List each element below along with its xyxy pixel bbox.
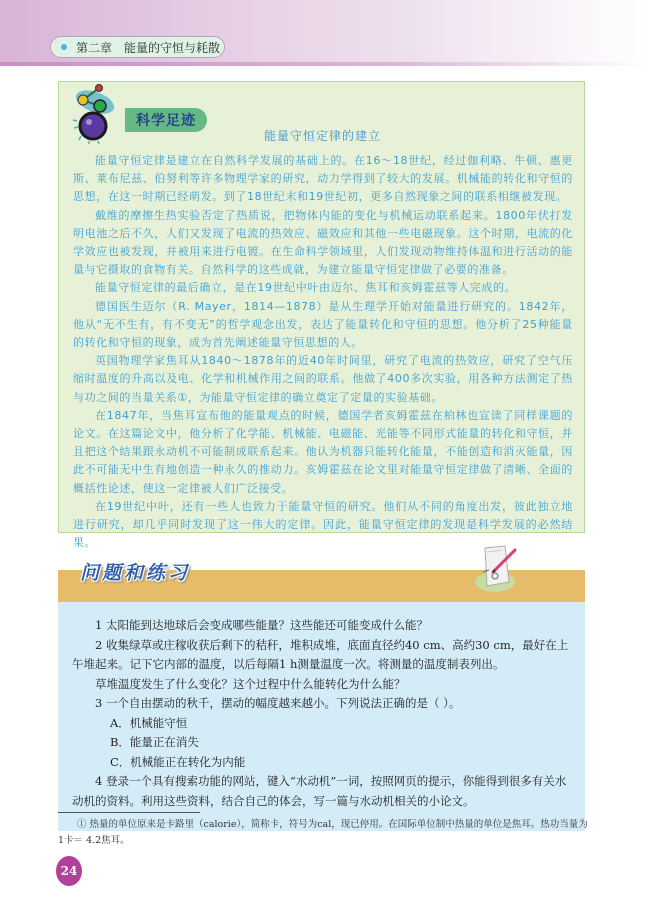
footnote-text: ① 热量的单位原来是卡路里（calorie），简称卡，符号为cal，现已停用。在国际单位制中热量的单位是焦耳。热功当量为1卡＝ 4.2焦耳。 [58, 819, 588, 846]
article-body [73, 152, 573, 552]
exercise-item-2-question: 草堆温度发生了什么变化？这个过程中什么能转化为什么能？ [95, 676, 406, 691]
exercise-item-4: 4 登录一个具有搜索功能的网站，键入“水动机”一词，按照网页的提示，你能得到很多有关水动机的资料。利用这些资料，结合自己的体会，写一篇与水动机相关的小论文。 [72, 774, 567, 808]
exercise-item-3: 3 一个自由摆动的秋千，摆动的幅度越来越小。下列说法正确的是（ ）。 [95, 696, 461, 710]
header-stripe [0, 62, 650, 66]
paragraph: 能量守恒定律的最后确立，是在19世纪中叶由迈尔、焦耳和亥姆霍兹等人完成的。 [95, 281, 517, 295]
paragraph: 在19世纪中叶，还有一些人也致力于能量守恒的研究。他们从不同的角度出发，彼此独立地进行研究，却几乎同时发现了这一伟大的定律。因此，能量守恒定律的发现是科学发展的必然结果。 [73, 499, 573, 550]
exercise-item-2: 2 收集绿草或庄稼收获后剩下的秸秆，堆积成堆，底面直径约40 cm、高约30 cm，最好在上午堆起来。记下它内部的温度，以后每隔1 h测量温度一次。将测量的温度制表列出。 [72, 637, 569, 671]
option-a: A．机械能守恒 [109, 715, 188, 730]
option-b: B．能量正在消失 [109, 735, 199, 749]
page-header [0, 0, 650, 66]
bullet-dot-icon [61, 44, 67, 50]
exercises-section [58, 560, 585, 831]
science-footprint-box [58, 81, 585, 550]
paragraph: 戴维的摩擦生热实验否定了热质说，把物体内能的变化与机械运动联系起来。1800年伏打发明电池之后不久，人们又发现了电流的热效应、磁效应和其他一些电磁现象。这个时期，电流的化学效应也被发现，并被用来进行电镀。在生命科学领域里，人们发现动物维持体温和进行活动的能量与它摄取的食物有关。自然科学的这些成就，为建立能量守恒定律做了必要的准备。 [73, 208, 573, 277]
option-c: C．机械能正在转化为内能 [109, 754, 246, 769]
page-number-badge: 24 [56, 856, 82, 886]
chapter-title: 能量的守恒与耗散 [124, 40, 221, 55]
exercise-item-1: 1 太阳能到达地球后会变成哪些能量？这些能还可能变成什么能？ [95, 618, 428, 632]
badge-label: 科学足迹 [125, 108, 207, 132]
paragraph: 能量守恒定律是建立在自然科学发展的基础上的。在16～18世纪，经过伽利略、牛顿、惠更斯、莱布尼兹、伯努利等许多物理学家的研究，动力学得到了较大的发展。机械能的转化和守恒的思想，在这一时期已经萌发。到了18世纪末和19世纪初，更多自然现象之间的联系相继被发现。 [73, 154, 573, 204]
paragraph: 在1847年，当焦耳宣布他的能量观点的时候，德国学者亥姆霍兹在柏林也宣读了同样课题的论文。在这篇论文中，他分析了化学能、机械能、电磁能、光能等不同形式能量的转化和守恒，并且把这个结果跟永动机不可能制成联系起来。他认为机器只能转化能量，不能创造和消灭能量，因此不可能无中生有地创造一种永久的推动力。亥姆霍兹在论文里对能量守恒定律做了清晰、全面的概括性论述，使这一定律被人们广泛接受。 [73, 408, 573, 495]
article-title: 能量守恒定律的建立 [263, 129, 381, 143]
footnote [58, 817, 593, 849]
paragraph: 英国物理学家焦耳从1840～1878年的近40年时间里，研究了电流的热效应，研究了空气压缩时温度的升高以及电、化学和机械作用之间的联系。他做了400多次实验，用各种方法测定了热与功之间的当量关系①，为能量守恒定律的确立奠定了定量的实验基础。 [73, 354, 573, 404]
pen-paper-icon [473, 542, 521, 594]
chapter-label [50, 36, 225, 58]
paragraph: 德国医生迈尔（R. Mayer，1814—1878）是从生理学开始对能量进行研究的。1842年，他从“无不生有，有不变无”的哲学观念出发，表达了能量转化和守恒的思想。他分析了25种能量的转化和守恒的现象，成为首先阐述能量守恒思想的人。 [73, 299, 573, 350]
exercises-title: 问题和练习 [80, 562, 191, 584]
footnote-divider [58, 812, 200, 813]
exercises-body [58, 602, 585, 831]
chapter-number: 第二章 [76, 40, 113, 55]
exercises-header-bar [58, 562, 585, 602]
